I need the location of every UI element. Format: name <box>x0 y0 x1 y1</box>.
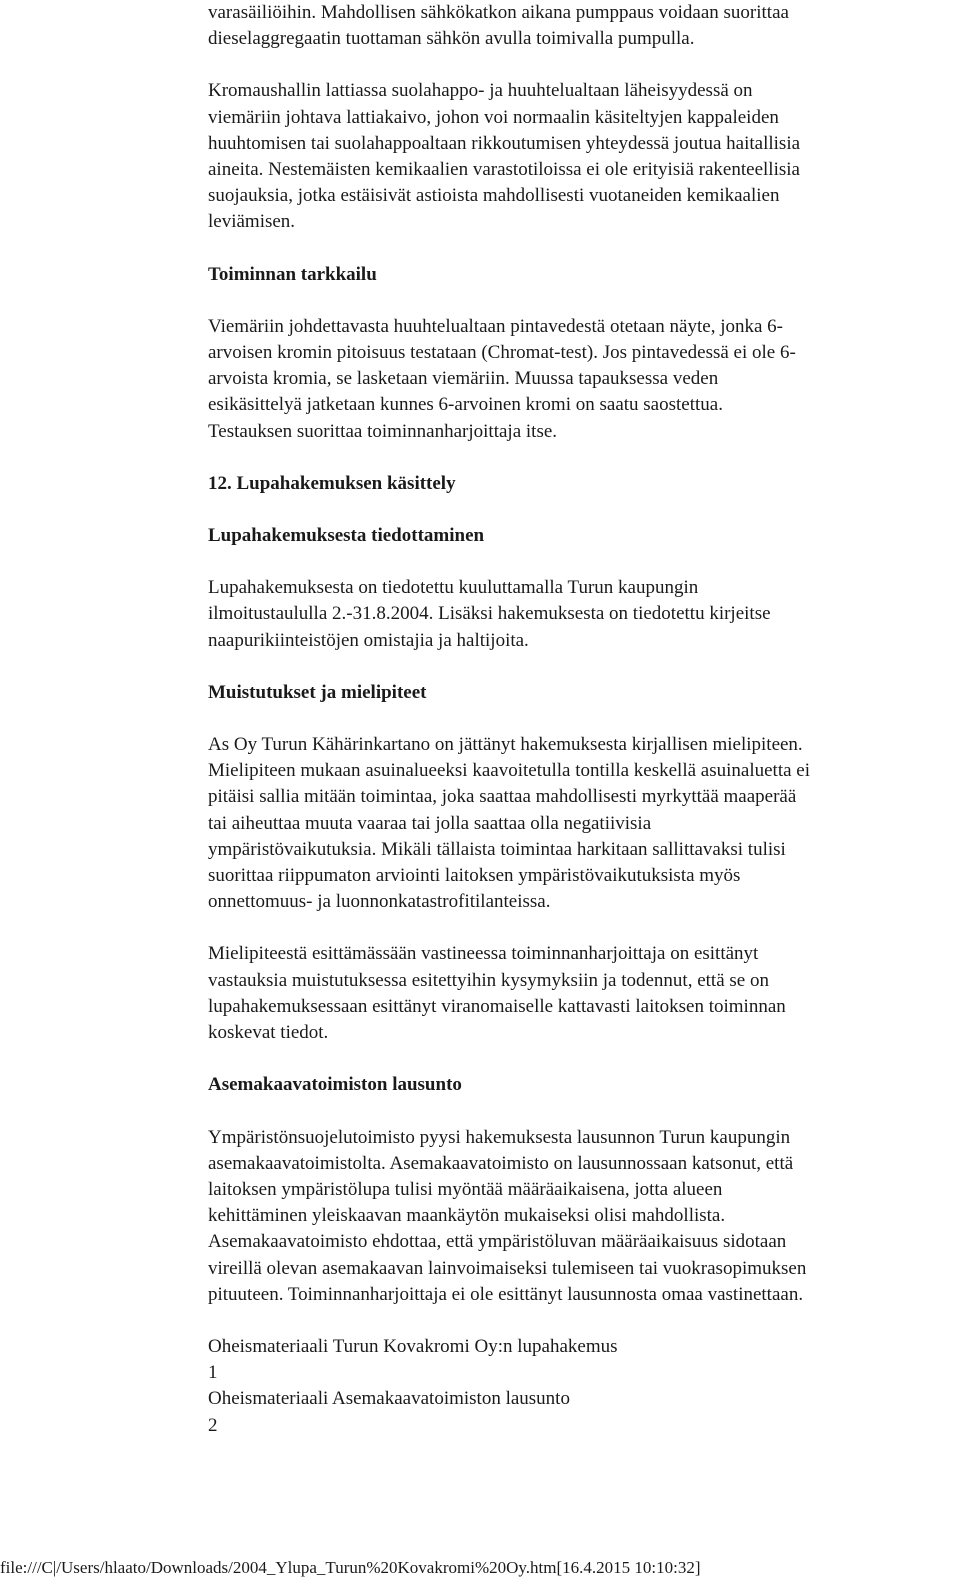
text-line: asemakaavatoimistolta. Asemakaavatoimisto on lausunnossaan katsonut, että <box>208 1152 794 1174</box>
text-line: Kromaushallin lattiassa suolahappo- ja huuhtelualtaan läheisyydessä on <box>208 80 753 102</box>
paragraph-announcement <box>208 575 948 654</box>
text-line: arvoista kromia, se lasketaan viemäriin. Muussa tapauksessa veden <box>208 368 719 390</box>
text-line: Mielipiteen mukaan asuinalueeksi kaavoitetulla tontilla keskellä asuinaluetta ei <box>208 760 810 782</box>
text-line: Ympäristönsuojelutoimisto pyysi hakemuksesta lausunnon Turun kaupungin <box>208 1126 791 1148</box>
heading-monitoring: Toiminnan tarkkailu <box>208 263 377 285</box>
heading-objections: Muistutukset ja mielipiteet <box>208 681 427 703</box>
text-line: As Oy Turun Kähärinkartano on jättänyt hakemuksesta kirjallisen mielipiteen. <box>208 734 803 756</box>
attachment-title: Oheismateriaali Asemakaavatoimiston lausunto <box>208 1388 570 1410</box>
text-line: laitoksen ympäristölupa tulisi myöntää määräaikaisena, jotta alueen <box>208 1178 723 1200</box>
attachment-number: 2 <box>208 1414 218 1436</box>
text-line: vireillä olevan asemakaavan lainvoimaiseksi tulemiseen tai vuokrasopimuksen <box>208 1257 807 1279</box>
heading-section-12: 12. Lupahakemuksen käsittely <box>208 472 456 494</box>
heading-announcement: Lupahakemuksesta tiedottaminen <box>208 525 485 547</box>
text-line: Asemakaavatoimisto ehdottaa, että ympäristöluvan määräaikaisuus sidotaan <box>208 1231 787 1253</box>
text-line: viemäriin johtava lattiakaivo, johon voi normaalin käsiteltyjen kappaleiden <box>208 106 779 128</box>
text-line: lupahakemuksessaan esittänyt viranomaiselle kattavasti laitoksen toiminnan <box>208 995 786 1017</box>
text-line: suojauksia, jotka estäisivät astioista mahdollisesti vuotaneiden kemikaalien <box>208 185 780 207</box>
text-line: onnettomuus- ja luonnonkatastrofitilanteissa. <box>208 891 551 913</box>
text-line: pituuteen. Toiminnanharjoittaja ei ole esittänyt lausunnosta omaa vastinettaan. <box>208 1283 804 1305</box>
text-line: huuhtomisen tai suolahappoaltaan rikkoutumisen yhteydessä joutua haitallisia <box>208 132 801 154</box>
attachment-title: Oheismateriaali Turun Kovakromi Oy:n lupahakemus <box>208 1335 618 1357</box>
text-line: leviämisen. <box>208 211 296 233</box>
paragraph-objection <box>208 732 948 915</box>
attachment-list <box>208 1334 948 1439</box>
text-line: suorittaa riippumaton arviointi laitoksen ympäristövaikutuksista myös <box>208 865 741 887</box>
text-line: dieselaggregaatin tuottaman sähkön avulla toimivalla pumpulla. <box>208 28 695 50</box>
text-line: Viemäriin johdettavasta huuhtelualtaan pintavedestä otetaan näyte, jonka 6- <box>208 315 783 337</box>
print-footer-url: file:///C|/Users/hlaato/Downloads/2004_Ylupa_Turun%20Kovakromi%20Oy.htm[16.4.2015 10:10:32] <box>0 1558 701 1577</box>
text-line: vastauksia muistutuksessa esitettyihin kysymyksiin ja todennut, että se on <box>208 969 769 991</box>
text-line: Lupahakemuksesta on tiedotettu kuuluttamalla Turun kaupungin <box>208 577 699 599</box>
text-line: varasäiliöihin. Mahdollisen sähkökatkon aikana pumppaus voidaan suorittaa <box>208 2 789 23</box>
text-line: arvoisen kromin pitoisuus testataan (Chromat-test). Jos pintavedessä ei ole 6- <box>208 342 796 364</box>
text-line: Testauksen suorittaa toiminnanharjoittaja itse. <box>208 420 558 442</box>
paragraph-zoning-statement <box>208 1125 948 1308</box>
text-line: kehittäminen yleiskaavan maankäytön mukaiseksi olisi mahdollista. <box>208 1205 726 1227</box>
text-line: pitäisi sallia mitään toimintaa, joka saattaa mahdollisesti myrkyttää maaperää <box>208 786 797 808</box>
text-line: esikäsittelyä jatketaan kunnes 6-arvoinen kromi on saatu saostettua. <box>208 394 723 416</box>
paragraph-monitoring <box>208 314 948 445</box>
text-line: koskevat tiedot. <box>208 1022 329 1044</box>
text-line: naapurikiinteistöjen omistajia ja haltijoita. <box>208 629 529 651</box>
text-line: ilmoitustaululla 2.-31.8.2004. Lisäksi hakemuksesta on tiedotettu kirjeitse <box>208 603 771 625</box>
attachment-number: 1 <box>208 1362 218 1384</box>
heading-zoning-statement: Asemakaavatoimiston lausunto <box>208 1074 462 1096</box>
text-line: tai aiheuttaa muuta vaaraa tai jolla saattaa olla negatiivisia <box>208 812 652 834</box>
paragraph-pumping <box>208 0 948 52</box>
paragraph-floor-drain <box>208 78 948 235</box>
paragraph-response <box>208 941 948 1046</box>
text-line: aineita. Nestemäisten kemikaalien varastotiloissa ei ole erityisiä rakenteellisia <box>208 159 800 181</box>
document-body <box>208 0 948 1439</box>
text-line: ympäristövaikutuksia. Mikäli tällaista toimintaa harkitaan sallittavaksi tulisi <box>208 838 786 860</box>
text-line: Mielipiteestä esittämässään vastineessa toiminnanharjoittaja on esittänyt <box>208 943 759 965</box>
